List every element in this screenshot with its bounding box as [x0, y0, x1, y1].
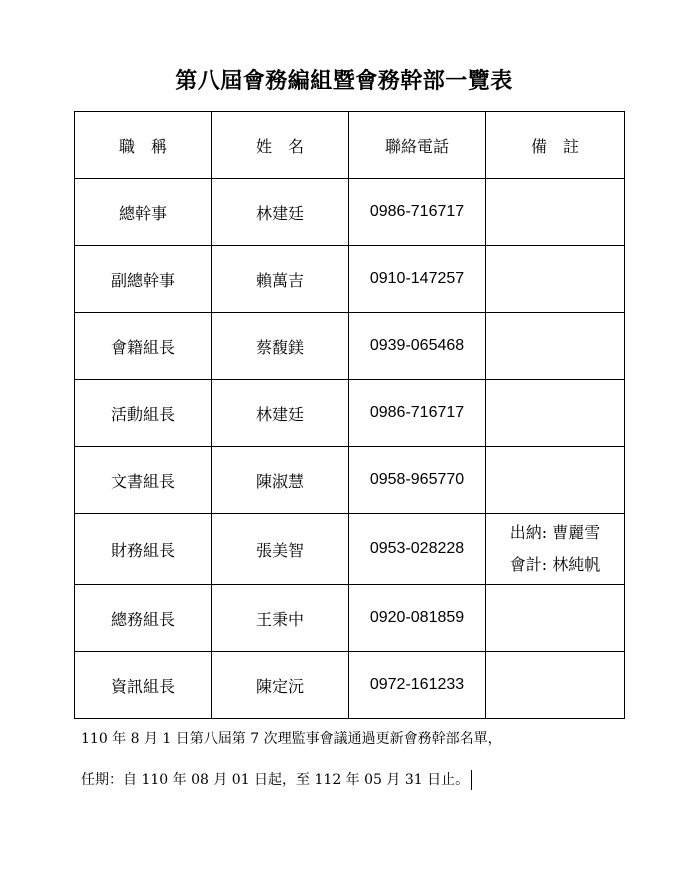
phone-cell: 0986-716717 — [349, 380, 486, 447]
note-cell — [486, 585, 625, 652]
name-cell: 陳淑慧 — [212, 447, 349, 514]
table-row — [75, 380, 625, 447]
footer-term-text: 任期：自 110 年 08 月 01 日起，至 112 年 05 月 31 日止。 — [81, 772, 470, 788]
table-row — [75, 514, 625, 585]
phone-cell: 0910-147257 — [349, 246, 486, 313]
text-cursor — [471, 770, 472, 790]
footer-approval-note: 110 年 8 月 1 日第八屆第 7 次理監事會議通過更新會務幹部名單， — [81, 731, 502, 747]
name-cell: 王秉中 — [212, 585, 349, 652]
header-position: 職 稱 — [75, 112, 212, 179]
table-row — [75, 447, 625, 514]
header-note: 備 註 — [486, 112, 625, 179]
note-cell — [486, 313, 625, 380]
header-name: 姓 名 — [212, 112, 349, 179]
header-phone: 聯絡電話 — [349, 112, 486, 179]
table-row — [75, 313, 625, 380]
note-cell — [486, 447, 625, 514]
phone-cell: 0972-161233 — [349, 652, 486, 719]
footer-term-note[interactable] — [81, 769, 472, 790]
table-row — [75, 652, 625, 719]
phone-cell: 0986-716717 — [349, 179, 486, 246]
position-cell: 副總幹事 — [75, 246, 212, 313]
position-cell: 總幹事 — [75, 179, 212, 246]
position-cell: 財務組長 — [75, 514, 212, 585]
phone-cell: 0920-081859 — [349, 585, 486, 652]
note-cell — [486, 246, 625, 313]
position-cell: 會籍組長 — [75, 313, 212, 380]
position-cell: 資訊組長 — [75, 652, 212, 719]
phone-cell: 0953-028228 — [349, 514, 486, 585]
note-cell — [486, 652, 625, 719]
position-cell: 總務組長 — [75, 585, 212, 652]
table-row — [75, 246, 625, 313]
position-cell: 活動組長 — [75, 380, 212, 447]
table-row — [75, 585, 625, 652]
name-cell: 林建廷 — [212, 380, 349, 447]
name-cell: 張美智 — [212, 514, 349, 585]
note-cell — [486, 380, 625, 447]
note-accountant: 會計: 林純帆 — [509, 555, 601, 574]
note-cashier: 出納: 曹麗雪 — [509, 523, 601, 542]
note-cell — [486, 514, 625, 585]
position-cell: 文書組長 — [75, 447, 212, 514]
phone-cell: 0939-065468 — [349, 313, 486, 380]
staff-table — [74, 111, 625, 719]
name-cell: 賴萬吉 — [212, 246, 349, 313]
name-cell: 陳定沅 — [212, 652, 349, 719]
table-row — [75, 179, 625, 246]
phone-cell: 0958-965770 — [349, 447, 486, 514]
name-cell: 蔡馥鎂 — [212, 313, 349, 380]
table-header-row — [75, 112, 625, 179]
note-cell — [486, 179, 625, 246]
document-title: 第八屆會務編組暨會務幹部一覽表 — [175, 69, 513, 94]
name-cell: 林建廷 — [212, 179, 349, 246]
